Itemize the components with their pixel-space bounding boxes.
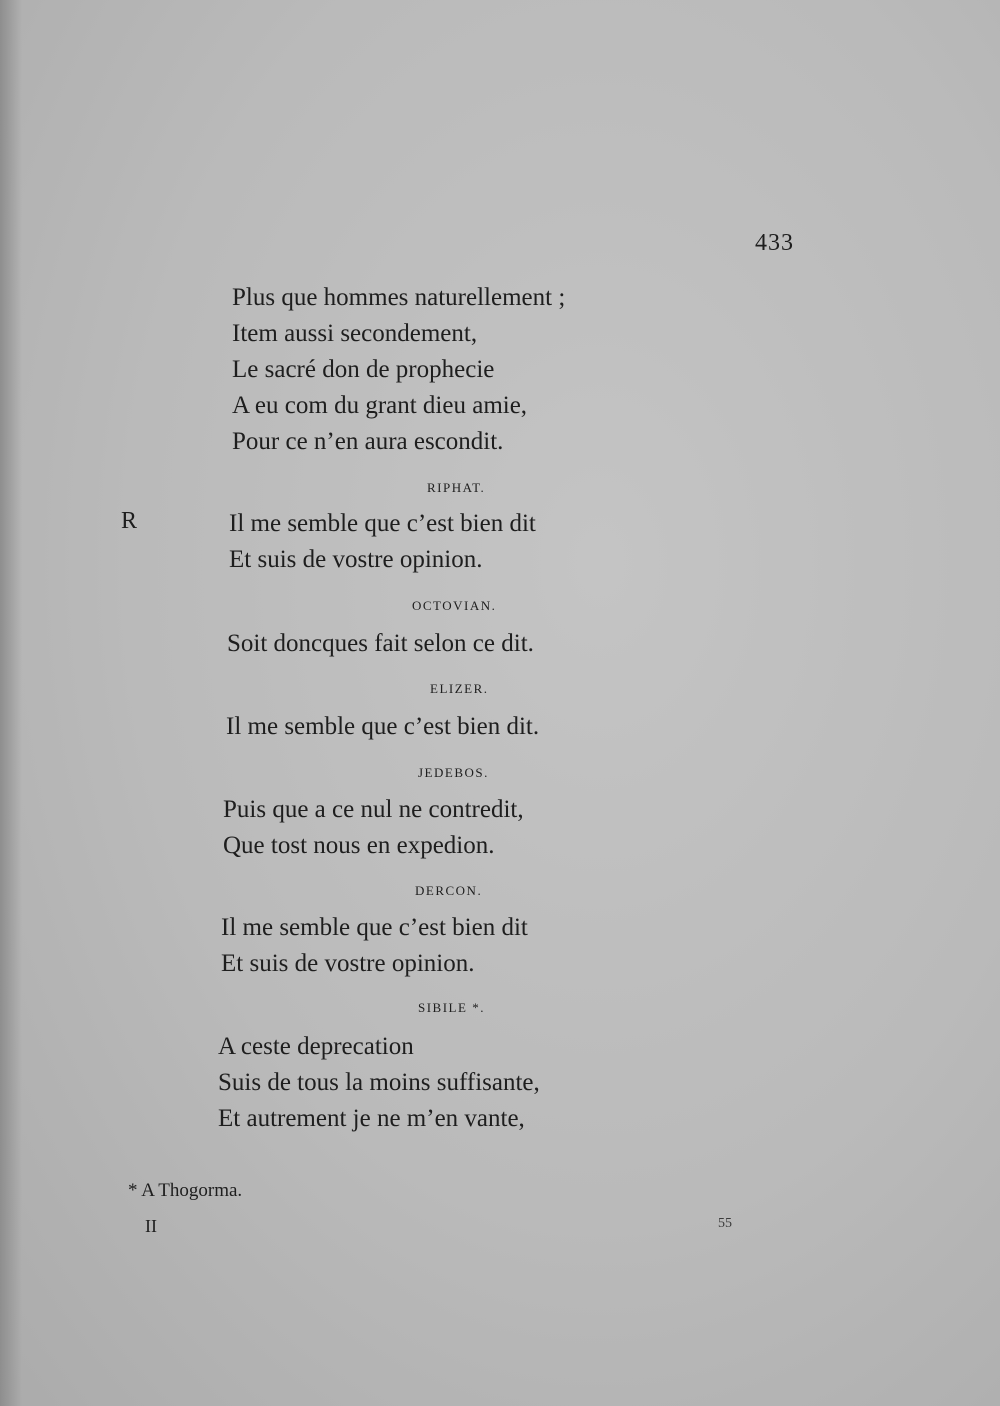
verse-line: Il me semble que c’est bien dit <box>221 914 528 941</box>
verse-block-opening <box>232 280 565 460</box>
signature-number: 55 <box>718 1216 732 1231</box>
verse-line: Soit doncques fait selon ce dit. <box>227 630 534 657</box>
verse-line: A ceste deprecation <box>218 1033 414 1060</box>
verse-block-sibile <box>218 1029 540 1137</box>
speaker-name: RIPHAT. <box>427 480 486 495</box>
verse-line: Pour ce n’en aura escondit. <box>232 428 504 455</box>
speaker-name: SIBILE *. <box>418 1000 485 1015</box>
verse-block-octovian <box>227 626 534 662</box>
page-number: 433 <box>755 230 794 256</box>
margin-mark: R <box>121 508 138 534</box>
verse-line: Il me semble que c’est bien dit. <box>226 713 540 740</box>
speaker-name: DERCON. <box>415 883 483 898</box>
verse-block-riphat <box>229 506 536 578</box>
verse-line: Que tost nous en expedion. <box>223 832 495 859</box>
footnote: * A Thogorma. <box>128 1180 243 1201</box>
verse-line: Plus que hommes naturellement ; <box>232 284 566 311</box>
verse-line: Et autrement je ne m’en vante, <box>218 1105 525 1132</box>
verse-line: Il me semble que c’est bien dit <box>229 510 536 537</box>
speaker-name: ELIZER. <box>430 681 489 696</box>
verse-line: Le sacré don de prophecie <box>232 356 495 383</box>
speaker-name: JEDEBOS. <box>418 765 489 780</box>
verse-line: A eu com du grant dieu amie, <box>232 392 528 419</box>
signature-volume: II <box>145 1216 157 1236</box>
verse-line: Item aussi secondement, <box>232 320 478 347</box>
page-gutter-shadow <box>0 0 22 1406</box>
verse-block-jedebos <box>223 792 524 864</box>
verse-line: Puis que a ce nul ne contredit, <box>223 796 524 823</box>
verse-line: Suis de tous la moins suffisante, <box>218 1069 540 1096</box>
verse-block-dercon <box>221 910 528 982</box>
verse-line: Et suis de vostre opinion. <box>221 950 475 977</box>
verse-block-elizer <box>226 709 539 745</box>
verse-line: Et suis de vostre opinion. <box>229 546 483 573</box>
speaker-name: OCTOVIAN. <box>412 598 497 613</box>
